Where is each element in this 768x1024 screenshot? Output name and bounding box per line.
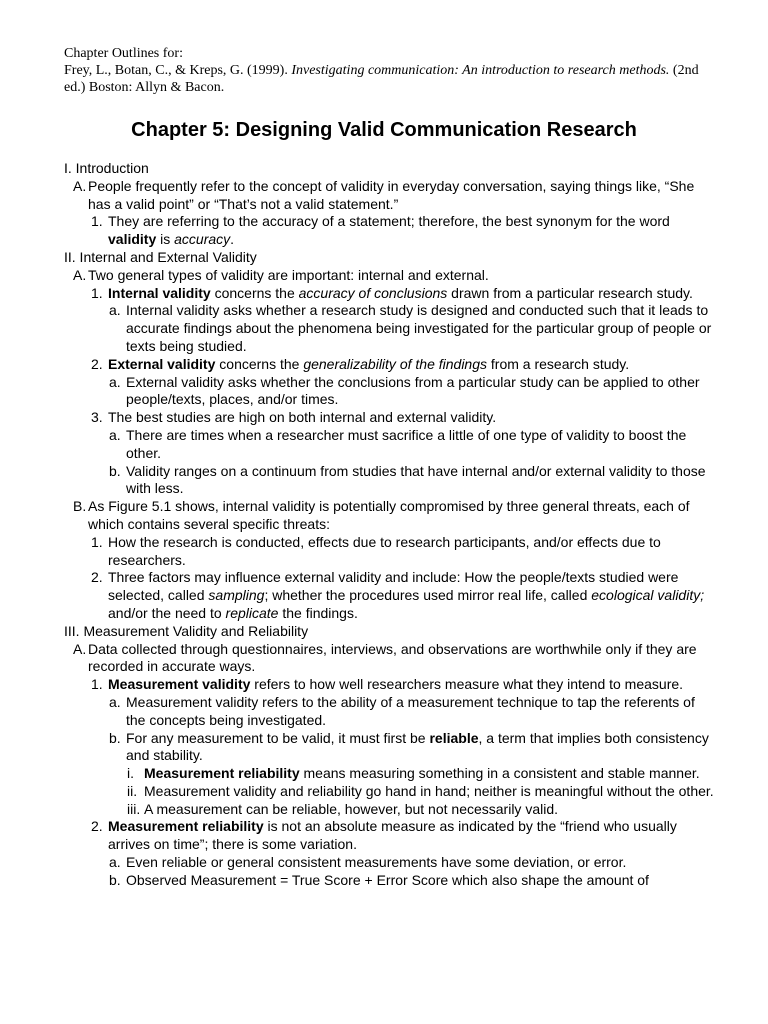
- bold-term: reliable: [429, 729, 479, 746]
- outline-marker: a.: [109, 693, 121, 710]
- outline-item: [64, 641, 714, 677]
- outline-text: .: [230, 231, 235, 248]
- outline-text: Internal validity asks whether a research study is designed and conducted such that it leads to accurate findings about the phenomena being investigated for the particular group of people or texts being studied.: [126, 302, 712, 354]
- outline-marker: 2.: [91, 818, 103, 835]
- bold-term: Measurement reliability: [108, 818, 264, 835]
- outline-item: [64, 498, 714, 534]
- citation-publisher: (2nd ed.) Boston: Allyn & Bacon.: [64, 63, 699, 95]
- bold-term: validity: [108, 231, 157, 248]
- outline-item: [64, 783, 714, 801]
- outline-text: Data collected through questionnaires, interviews, and observations are worthwhile only if they are recorded in accurate ways.: [88, 640, 697, 675]
- outline-marker: 1.: [91, 213, 103, 230]
- citation: [64, 62, 704, 96]
- italic-term: ecological validity;: [591, 587, 705, 604]
- outline-item: [64, 427, 714, 463]
- outline-text: The best studies are high on both internal and external validity.: [108, 409, 497, 426]
- outline-marker: ii.: [127, 782, 138, 799]
- outline-text: concerns the: [210, 284, 299, 301]
- outline-marker: 1.: [91, 284, 103, 301]
- outline-item: [64, 285, 714, 303]
- outline-marker: III.: [64, 622, 80, 639]
- outline-item: [64, 801, 714, 819]
- outline-text: is: [156, 231, 175, 248]
- italic-term: accuracy of conclusions: [298, 284, 448, 301]
- outline-text: means measuring something in a consistent and stable manner.: [299, 765, 700, 782]
- outline-text: Measurement validity and reliability go hand in hand; neither is meaningful without the other.: [144, 782, 714, 799]
- outline-item: [64, 302, 714, 355]
- outline-text: Measurement Validity and Reliability: [79, 622, 309, 639]
- outline-marker: a.: [109, 426, 121, 443]
- outline-item: [64, 854, 714, 872]
- outline-marker: 3.: [91, 409, 103, 426]
- bold-term: Internal validity: [108, 284, 211, 301]
- outline-item: [64, 730, 714, 766]
- outline-text: A measurement can be reliable, however, but not necessarily valid.: [144, 800, 559, 817]
- outline-item: [64, 374, 714, 410]
- outline-text: and/or the need to: [108, 604, 226, 621]
- citation-title: Investigating communication: An introduction to research methods.: [291, 63, 670, 78]
- outline-text: There are times when a researcher must sacrifice a little of one type of validity to boost the other.: [126, 426, 687, 461]
- outline-text: For any measurement to be valid, it must first be: [126, 729, 430, 746]
- italic-term: accuracy: [174, 231, 231, 248]
- outline-item: [64, 694, 714, 730]
- outline-text: drawn from a particular research study.: [447, 284, 693, 301]
- outline-text: ; whether the procedures used mirror real life, called: [264, 587, 592, 604]
- outline-marker: B.: [73, 498, 87, 515]
- outline-marker: b.: [109, 871, 121, 888]
- outline-text: refers to how well researchers measure what they intend to measure.: [250, 676, 684, 693]
- outline-marker: A.: [73, 640, 87, 657]
- outline-item: [64, 872, 714, 890]
- outline-marker: b.: [109, 462, 121, 479]
- chapter-outline: [64, 160, 714, 890]
- outline-marker: 1.: [91, 533, 103, 550]
- outline-marker: a.: [109, 373, 121, 390]
- outline-item: [64, 818, 714, 854]
- outline-item: [64, 765, 714, 783]
- citation-header: [64, 45, 704, 96]
- bold-term: External validity: [108, 355, 216, 372]
- outline-marker: b.: [109, 729, 121, 746]
- outline-marker: 1.: [91, 676, 103, 693]
- outline-marker: I.: [64, 160, 72, 176]
- outline-text: Even reliable or general consistent measurements have some deviation, or error.: [126, 854, 627, 871]
- outline-item: [64, 249, 714, 267]
- outline-marker: 2.: [91, 569, 103, 586]
- outline-item: [64, 267, 714, 285]
- outline-text: concerns the: [215, 355, 304, 372]
- bold-term: Measurement reliability: [144, 765, 300, 782]
- outline-item: [64, 463, 714, 499]
- header-line: Chapter Outlines for:: [64, 46, 183, 61]
- outline-text: Measurement validity refers to the ability of a measurement technique to tap the referents of the concepts being investigated.: [126, 693, 695, 728]
- outline-text: the findings.: [278, 604, 358, 621]
- outline-marker: a.: [109, 302, 121, 319]
- outline-marker: II.: [64, 248, 76, 265]
- outline-item: [64, 676, 714, 694]
- outline-text: Introduction: [71, 160, 149, 176]
- outline-item: [64, 213, 714, 249]
- outline-item: [64, 160, 714, 178]
- outline-marker: A.: [73, 266, 87, 283]
- outline-item: [64, 409, 714, 427]
- outline-marker: i.: [127, 765, 134, 782]
- outline-text: As Figure 5.1 shows, internal validity is potentially compromised by three general threats, each of which contains several specific threats:: [88, 498, 690, 532]
- bold-term: Measurement validity: [108, 676, 251, 693]
- outline-item: [64, 623, 714, 641]
- outline-text: External validity asks whether the conclusions from a particular study can be applied to other people/texts, places, and/or times.: [126, 373, 700, 408]
- outline-text: Two general types of validity are important: internal and external.: [88, 266, 489, 283]
- citation-authors: Frey, L., Botan, C., & Kreps, G. (1999).: [64, 63, 292, 78]
- outline-text: People frequently refer to the concept of validity in everyday conversation, saying things like, “She has a valid point” or “That’s not a valid statement.”: [88, 177, 695, 212]
- outline-text: They are referring to the accuracy of a statement; therefore, the best synonym for the word: [108, 213, 670, 230]
- outline-text: , a term that implies both consistency and stability.: [126, 729, 709, 764]
- outline-text: from a research study.: [487, 355, 630, 372]
- outline-marker: A.: [73, 177, 87, 194]
- italic-term: generalizability of the findings: [303, 355, 487, 372]
- outline-text: How the research is conducted, effects due to research participants, and/or effects due to researchers.: [108, 533, 661, 568]
- outline-item: [64, 356, 714, 374]
- outline-text: Three factors may influence external validity and include: How the people/texts studied were selected, called: [108, 569, 679, 604]
- outline-text: Validity ranges on a continuum from studies that have internal and/or external validity to those with less.: [126, 462, 706, 497]
- outline-marker: a.: [109, 854, 121, 871]
- italic-term: sampling: [208, 587, 265, 604]
- outline-marker: 2.: [91, 355, 103, 372]
- outline-text: is not an absolute measure as indicated by the “friend who usually arrives on time”; there is some variation.: [108, 818, 677, 853]
- outline-text: Internal and External Validity: [75, 248, 257, 265]
- outline-item: [64, 534, 714, 570]
- italic-term: replicate: [225, 604, 279, 621]
- chapter-title: Chapter 5: Designing Valid Communication Research: [131, 119, 637, 141]
- outline-item: [64, 178, 714, 214]
- outline-marker: iii.: [127, 800, 141, 817]
- outline-item: [64, 569, 714, 622]
- outline-text: Observed Measurement = True Score + Error Score which also shape the amount of: [126, 871, 649, 888]
